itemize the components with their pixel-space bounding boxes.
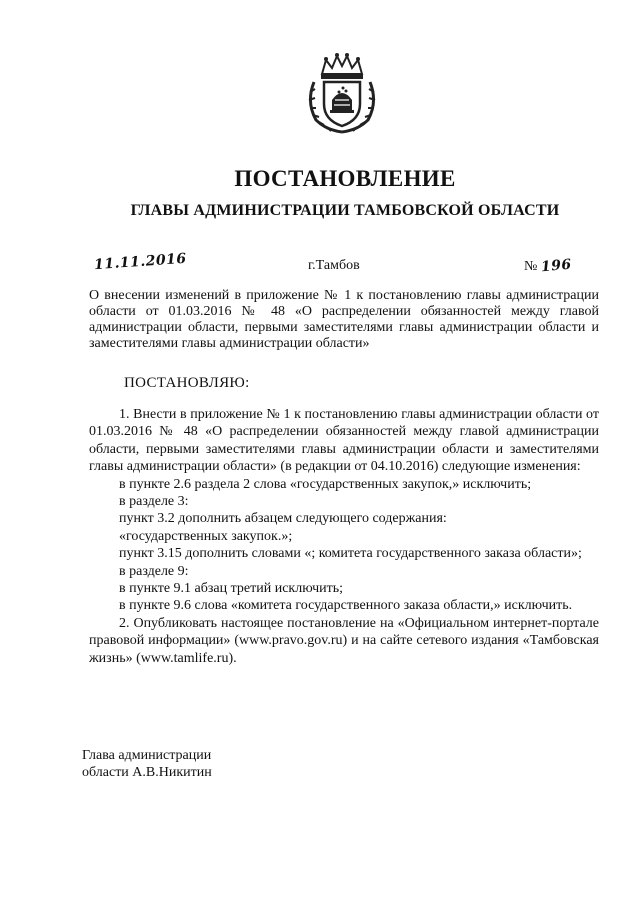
list-item: в разделе 3: xyxy=(119,494,189,510)
signature-name: области А.В.Никитин xyxy=(82,765,212,780)
list-item: в разделе 9: xyxy=(119,563,189,579)
document-title: ПОСТАНОВЛЕНИЕ xyxy=(234,166,456,191)
list-item: «государственных закупок.»; xyxy=(119,528,293,544)
paragraph-1: 1. Внести в приложение № 1 к постановлению главы администрации области от 01.03.2016 № 48 «О распределении обязанностей между главой администрации области, первыми заместителями главы администрации области и заместителями главы администрации области» (в редакции от 04.10.2016) следующие изменения: xyxy=(89,407,599,475)
list-item: пункт 3.15 дополнить словами «; комитета государственного заказа области»; xyxy=(119,546,582,562)
coat-of-arms-icon xyxy=(302,48,382,134)
signature-block xyxy=(82,747,382,781)
number-value: 196 xyxy=(540,256,573,276)
document-subject: О внесении изменений в приложение № 1 к постановлению главы администрации области от 01.03.2016 № 48 «О распределении обязанностей между главой администрации области, первыми заместителями главы администрации области и заместителями главы администрации области» xyxy=(89,288,599,351)
list-item: в пункте 9.6 слова «комитета государственного заказа области,» исключить. xyxy=(119,598,573,614)
document-city: г.Тамбов xyxy=(308,258,360,273)
signature-title: Глава администрации xyxy=(82,748,212,763)
document-subtitle: ГЛАВЫ АДМИНИСТРАЦИИ ТАМБОВСКОЙ ОБЛАСТИ xyxy=(130,202,560,219)
document-body xyxy=(89,406,599,667)
list-item: пункт 3.2 дополнить абзацем следующего содержания: xyxy=(119,511,447,527)
document-date: 11.11.2016 xyxy=(93,250,188,274)
paragraph-2: 2. Опубликовать настоящее постановление на «Официальном интернет-портале правовой информации» (www.pravo.gov.ru) и на сайте сетевого издания «Тамбовская жизнь» (www.tamlife.ru). xyxy=(89,615,599,666)
decree-word: ПОСТАНОВЛЯЮ: xyxy=(124,375,250,391)
list-item: в пункте 9.1 абзац третий исключить; xyxy=(119,581,344,597)
list-item: в пункте 2.6 раздела 2 слова «государственных закупок,» исключить; xyxy=(119,476,532,492)
document-number xyxy=(524,258,572,275)
number-label: № xyxy=(524,259,538,274)
